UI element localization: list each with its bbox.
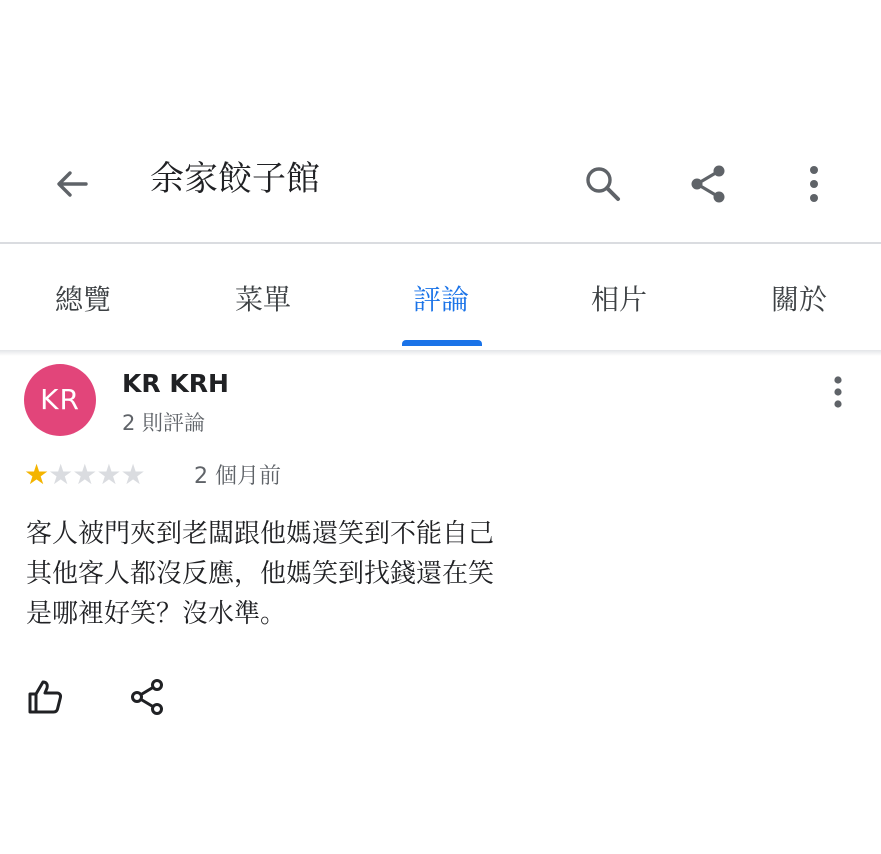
star-icon: ★ <box>24 458 50 491</box>
search-button[interactable] <box>577 158 629 210</box>
tab-bar-shadow <box>0 350 881 356</box>
share-icon <box>127 677 167 717</box>
star-icon: ★ <box>72 458 98 491</box>
review-text <box>26 514 806 634</box>
star-icon: ★ <box>96 458 122 491</box>
review-share-button[interactable] <box>122 672 172 722</box>
back-button[interactable] <box>46 158 98 210</box>
more-options-button[interactable] <box>788 158 840 210</box>
star-icon: ★ <box>120 458 146 491</box>
top-app-bar <box>0 130 881 230</box>
more-vert-icon <box>802 162 826 206</box>
tab-about[interactable]: 關於 <box>770 283 827 316</box>
tab-menu[interactable]: 菜單 <box>234 283 291 316</box>
like-button[interactable] <box>20 672 70 722</box>
share-icon <box>686 162 730 206</box>
star-rating <box>24 460 145 490</box>
review-text-line: 是哪裡好笑？沒水準。 <box>26 599 287 629</box>
avatar[interactable]: KR <box>24 364 96 436</box>
tab-bar <box>0 244 881 350</box>
review-author-name[interactable]: KR KRH <box>122 369 229 398</box>
review-more-button[interactable] <box>816 370 860 414</box>
search-icon <box>581 162 625 206</box>
thumbs-up-icon <box>25 677 65 717</box>
page-title: 余家餃子館 <box>150 159 320 199</box>
review-text-line: 其他客人都沒反應，他媽笑到找錢還在笑 <box>26 559 495 589</box>
review-text-line: 客人被門夾到老闆跟他媽還笑到不能自己 <box>26 519 495 549</box>
star-icon: ★ <box>48 458 74 491</box>
tab-reviews[interactable]: 評論 <box>412 283 469 316</box>
share-button[interactable] <box>682 158 734 210</box>
tab-overview[interactable]: 總覽 <box>54 283 111 316</box>
review-time-ago: 2 個月前 <box>194 464 281 489</box>
active-tab-indicator <box>402 340 482 346</box>
tab-photos[interactable]: 相片 <box>590 283 647 316</box>
more-vert-icon <box>828 372 848 412</box>
back-arrow-icon <box>52 164 92 204</box>
author-review-count: 2 則評論 <box>122 411 206 435</box>
